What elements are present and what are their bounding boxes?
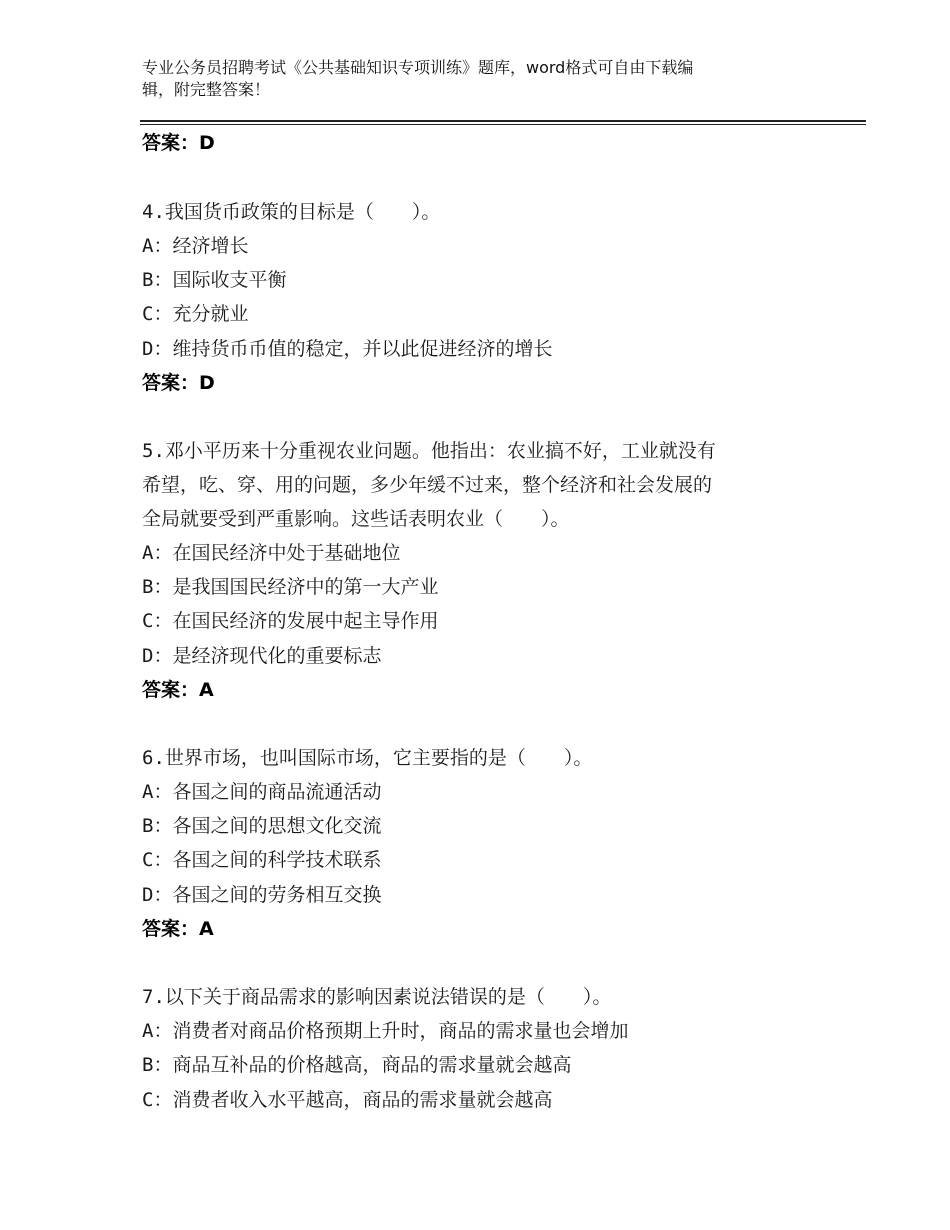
option-d: D：维持货币币值的稳定，并以此促进经济的增长 <box>142 338 553 360</box>
answer-q6: 答案：A <box>142 918 214 940</box>
option-a: A：消费者对商品价格预期上升时，商品的需求量也会增加 <box>142 1020 629 1042</box>
header-line-2: 辑，附完整答案！ <box>142 80 271 99</box>
option-d: D：各国之间的劳务相互交换 <box>142 884 382 906</box>
document-header <box>142 57 802 101</box>
question-stem-line-1: 5.邓小平历来十分重视农业问题。他指出：农业搞不好，工业就没有 <box>142 440 716 462</box>
option-a: A：各国之间的商品流通活动 <box>142 781 382 803</box>
answer-q3: 答案：D <box>142 132 215 154</box>
question-stem: 7.以下关于商品需求的影响因素说法错误的是（ ）。 <box>142 986 612 1008</box>
answer-q4: 答案：D <box>142 372 215 394</box>
question-stem-line-2: 希望，吃、穿、用的问题，多少年缓不过来，整个经济和社会发展的 <box>142 474 713 496</box>
option-c: C：在国民经济的发展中起主导作用 <box>142 610 439 632</box>
option-b: B：各国之间的思想文化交流 <box>142 815 382 837</box>
option-d: D：是经济现代化的重要标志 <box>142 645 382 667</box>
option-c: C：充分就业 <box>142 303 249 325</box>
option-a: A：在国民经济中处于基础地位 <box>142 542 401 564</box>
option-c: C：各国之间的科学技术联系 <box>142 849 382 871</box>
header-line-1: 专业公务员招聘考试《公共基础知识专项训练》题库，word格式可自由下载编 <box>142 58 694 77</box>
option-a: A：经济增长 <box>142 235 249 257</box>
option-b: B：商品互补品的价格越高，商品的需求量就会越高 <box>142 1054 572 1076</box>
answer-q5: 答案：A <box>142 679 214 701</box>
header-divider-thin <box>140 124 866 125</box>
question-stem-line-3: 全局就要受到严重影响。这些话表明农业（ ）。 <box>142 508 570 530</box>
option-c: C：消费者收入水平越高，商品的需求量就会越高 <box>142 1089 553 1111</box>
question-stem: 6.世界市场，也叫国际市场，它主要指的是（ ）。 <box>142 747 593 769</box>
question-stem: 4.我国货币政策的目标是（ ）。 <box>142 201 441 223</box>
option-b: B：国际收支平衡 <box>142 269 287 291</box>
header-divider-thick <box>140 120 866 122</box>
option-b: B：是我国国民经济中的第一大产业 <box>142 576 439 598</box>
